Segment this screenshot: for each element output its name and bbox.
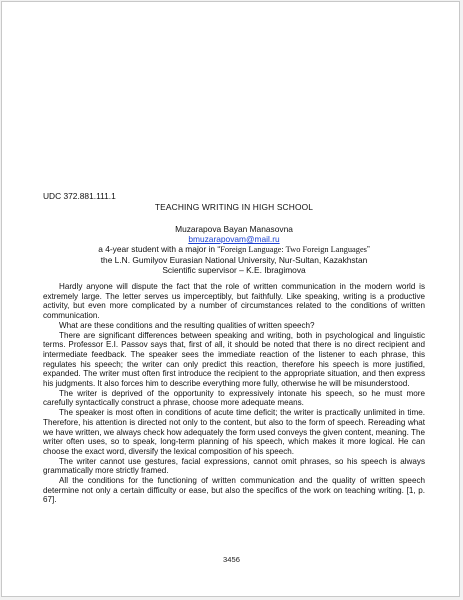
article-title: TEACHING WRITING IN HIGH SCHOOL [154,202,314,212]
body-paragraph: The writer is deprived of the opportunity to expressively intonate his speech, so he must more carefully syntactically construct a phrase, choose more adequate means. [43,388,425,408]
affiliation-major-prefix: a 4-year student with a major in “ [98,244,221,254]
affiliation-major [42,244,426,255]
page-number: 3456 [223,555,240,564]
body-paragraph: The writer cannot use gestures, facial expressions, cannot omit phrases, so his speech is always grammatically more strictly framed. [43,456,425,476]
body-paragraph: What are these conditions and the resulting qualities of written speech? [59,320,315,330]
body-paragraph: There are significant differences between speaking and writing, both in psychological and linguistic terms. Professor E.I. Passov says that, first of all, it should be noted that there is no direct recipient and intermediate feedback. The speaker sees the immediate reaction of the listener to each phrase, this regulates his speech; the writer can only predict this reaction, therefore his speech is more justified, expanded. The writer must often first introduce the recipient to the appropriate situation, and then express his judgments. It also forces him to describe everything more fully, otherwise he will be misunderstood. [43,330,425,389]
article-body [43,282,425,505]
author-name: Muzarapova Bayan Manasovna [175,224,293,234]
body-paragraph: Hardly anyone will dispute the fact that the role of written communication in the modern world is extremely large. The letter serves us imperceptibly, but faithfully. Like speaking, writing is a productive activity, but even more complicated by a number of circumstances related to the conditions of written communication. [43,282,425,321]
udc-code: UDC 372.881.111.1 [43,191,116,201]
body-paragraph: All the conditions for the functioning of written communication and the quality of written speech determine not only a certain difficulty or ease, but also the specifics of the work on teaching writing. [1, p. 67]. [43,476,425,505]
document-page [1,1,460,597]
affiliation-university: the L.N. Gumilyov Eurasian National University, Nur-Sultan, Kazakhstan [100,255,368,265]
body-paragraph: The speaker is most often in conditions of acute time deficit; the writer is practically unlimited in time. Therefore, his attention is directed not only to the content, but also to the form of speech. Rereading what we have written, we always check how adequately the form used conveys the given content, meaning. The writer often uses, so to speak, long-term planning of his speech, which makes it more logical. He can choose the exact word, diversify the lexical composition of his speech. [43,408,425,456]
author-email-link[interactable]: bmuzarapovam@mail.ru [188,234,280,244]
affiliation-major-name: Foreign Language: Two Foreign Languages [220,245,367,254]
affiliation-major-suffix: ” [366,244,370,254]
scientific-supervisor: Scientific supervisor – K.E. Ibragimova [162,265,306,275]
